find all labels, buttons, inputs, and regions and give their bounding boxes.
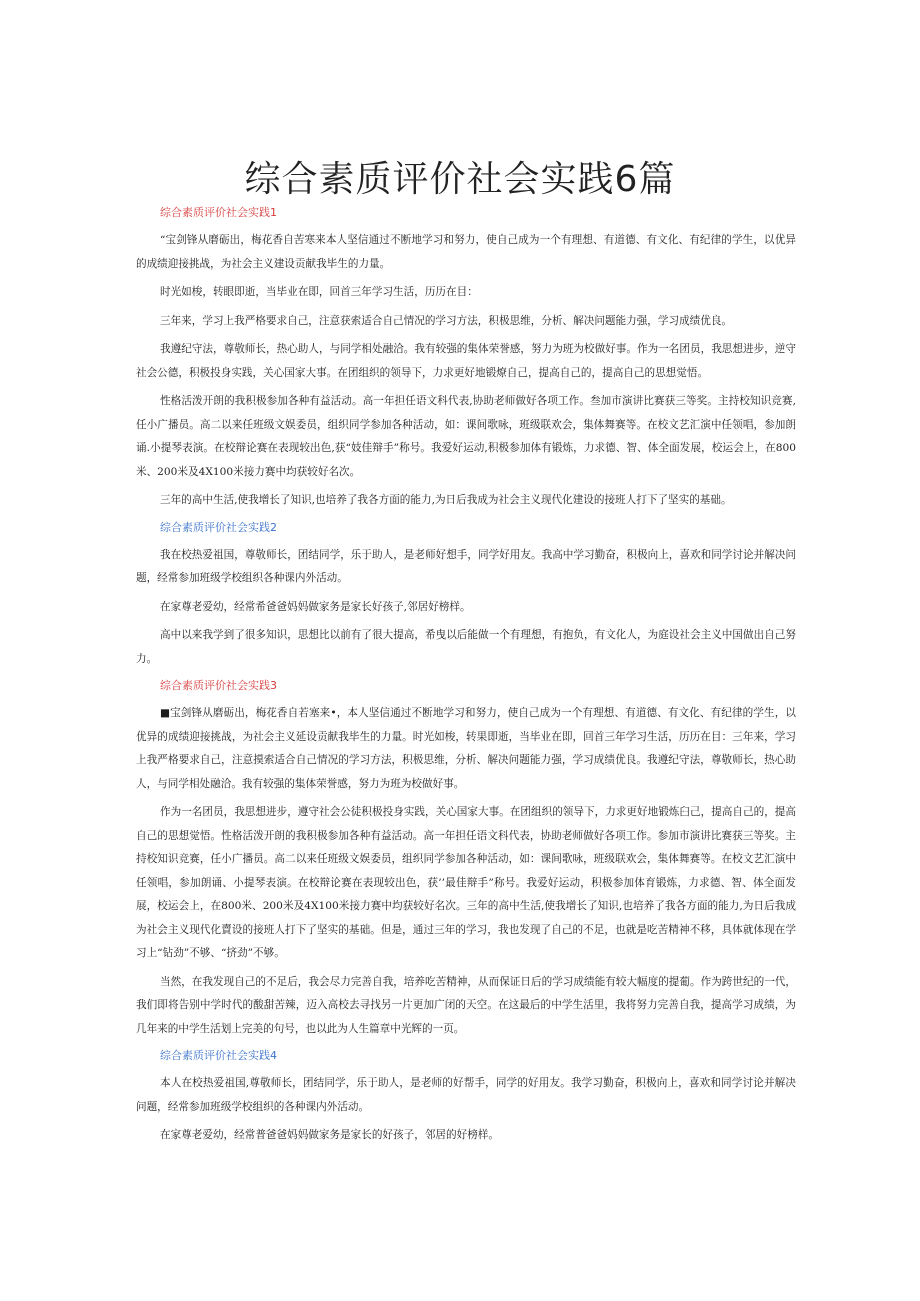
paragraph: 三年的高中生活,使我增长了知识,也培养了我各方面的能力,为日后我成为社会主义现代化建设的接班人打下了坚实的基础。	[160, 494, 732, 506]
paragraph: 作为一名团员，我思想进步，遵守社会公徒积极投身实践，关心国家大事。在团组织的领导下，力求更好地锻炼臼己，提高自己的，提高自己的思想觉悟。性格活泼开朗的我积极参加各种有益活动。高一年担任语文科代表，协助老师做好各项工作。参加市演讲比赛获三等奖。主持校知识竞赛，任小广播员。高二以来任班级文娱委员，组织同学参加各种活动，如：课间歌咏，班级联欢会，集体舞赛等。在校文艺汇演中任领唱，参加朗诵、小提琴表演。在校辩论赛在表现较出色，获’’最佳辩手”称号。我爱好运动，积极参加体育锻炼，力求德、智、体全面发展，校运会上，在800米、200米及4X100米接力赛中均获较好名次。三年的高中生活,使我增长了知识,也培养了我各方面的能力,为日后我成为社会主义现代化賣设的接班人打下了坚实的基础。但是，通过三年的学习，我也发现了自己的不足，也就是吃苦精神不移，具体就体现在学习上“钻劲”不够、“挤劲”不够。	[136, 806, 796, 959]
paragraph: 我遵纪守法，尊敬师长，热心助人，与同学相处融洽。我有较强的集体荣誉感，努力为班为校做好事。作为一名团员，我思想进步，逆守社会公德，积极投身实践，关心国家大事。在团组织的领导下，力求更好地锻燎自己，提高自己的，提高自己的思想觉悟。	[136, 343, 796, 379]
section-heading: 综合素质评价社会实践2	[160, 520, 277, 534]
section-heading: 综合素质评价社会实践1	[160, 206, 277, 219]
paragraph: 在家尊老爱幼，经常普爸爸妈妈做家务是家长的好孩子，邻居的好榜样。	[160, 1129, 499, 1141]
paragraph: ■宝剑锋从磨砺出，梅花香自若塞来•，本人坚信通过不断地学习和努力，使自己成为一个有理想、有道德、有文化、有纪律的学生，以优异的成绩迎接挑战，为社会主义延设贡献我毕生的力量。时光如梭，转果即逝，当毕业在即，回首三年学习生活，历历在目：三年来，学习上我严格要求自己，注意摸索适合自己情况的学习方法，积极思维，分析、解决问题能力强，学习成绩优良。我遵纪守法，尊敬师长，热心助人，与同学相处融洽。我有较强的集体荣誉感，努力为班为校做好事。	[136, 707, 796, 790]
document-title: 综合素质评价社会实践6篇	[244, 159, 676, 201]
section-heading: 综合素质评价社会实践3	[160, 679, 277, 692]
paragraph: 性格活泼开朗的我积极参加各种有益活动。高一年担任语文科代表,协助老师做好各项工作。叁加市演讲比赛获三等奖。主持校知识竞赛,任小广播员。高二以来任班级文娱委员，组织同学参加各种活动，如：课间歌咏，班级联欢会，集体舞赛等。在校文艺汇演中任领唱，参加朗诵.小提琴表演。在校辩论赛在表现较出色,获“妓佳辩手”称号。我爱好运动,积极参加体有锻炼，力求德、智、体全面发展，校运会上，在800米、200米及4X100米接力赛中均获较好名次。	[136, 395, 796, 478]
paragraph: 时光如梭，转眼即逝，当毕业在即，回首三年学习生活，历历在目：	[160, 286, 478, 298]
section-3	[136, 677, 796, 1041]
section-2	[136, 519, 796, 672]
section-1	[136, 204, 796, 513]
document-body	[136, 198, 796, 1153]
paragraph: 我在校热爱祖国，尊敬师长，团结同学，乐于助人，是老师好想手，同学好用友。我高中学习勤奋，积极向上，喜欢和同学讨论并解决问题，经常参加班级学校组织各种课内外活动。	[136, 548, 796, 584]
section-heading: 综合素质评价社会实践4	[160, 1049, 277, 1062]
paragraph: 高中以来我学到了很多知识，思想比以前有了很大提高，希曳以后能做一个有理想，有抱负，有文化人，为庭设社会主义中国做出自己努力。	[136, 629, 796, 665]
paragraph: “宝剑锋从磨砺出，梅花香自苦寒来本人坚信通过不断地学习和努力，使自己成为一个有理想、有道德、有文化、有纪律的学生，以优异的成绩迎接挑战，为社会主义建设贡献我毕生的力量。	[136, 234, 796, 270]
paragraph: 三年来，学习上我严格要求自己，注意获索适合自己情况的学习方法，积极思维，分析、解决问题能力强，学习成绩优良。	[160, 314, 733, 327]
section-4	[136, 1047, 796, 1148]
paragraph: 当然，在我发现自己的不足后，我会尽力完善自我，培养吃苦精神，从而保证日后的学习成绩能有较大幅度的提葡。作为跨世纪的一代，我们即将告别中学时代的酸甜苦辣，迈入高校去寻找另一片更加广闭的天空。在这最后的中学生活里，我将努力完善自我，提高学习成绩，为几年来的中学生活划上完美的句号，也以此为人生篇章中光辉的一页。	[136, 975, 796, 1035]
paragraph: 在家尊老爱幼，经常希爸爸妈妈做家务是家长好孩子,邻居好榜样。	[160, 600, 471, 613]
paragraph: 本人在校热爱祖国,尊敬师长，团结同学，乐于助人，是老师的好帮手，同学的好用友。我学习勤奋，积极向上，喜欢和同学讨论并解决问题，经常参加班级学校组织的各种课内外活动。	[136, 1077, 796, 1113]
